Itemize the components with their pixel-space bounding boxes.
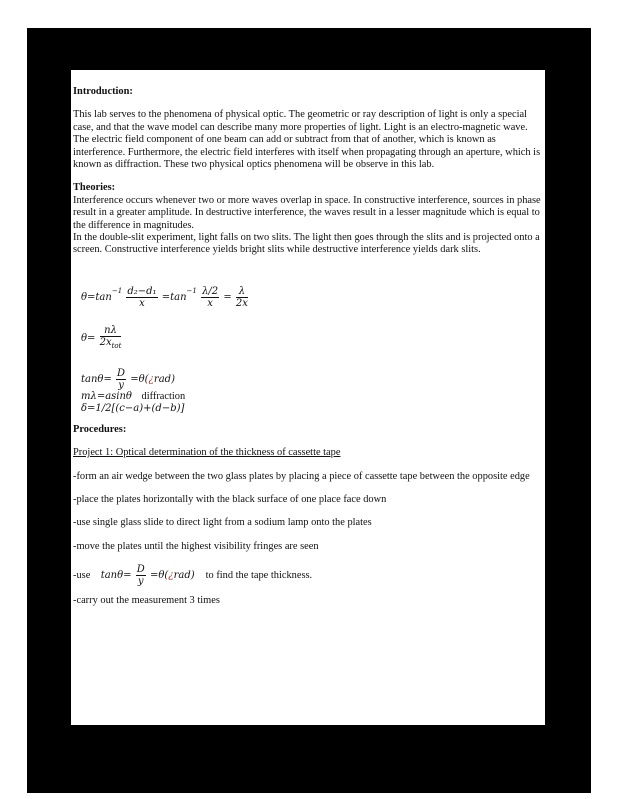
- equation-diffraction: mλ=asinθ diffraction: [81, 390, 186, 402]
- document-page: [71, 70, 545, 725]
- document-content: [73, 86, 543, 608]
- procedure-step: -place the plates horizontally with the black surface of one place face down: [73, 493, 387, 505]
- project-title: Project 1: Optical determination of the thickness of cassette tape: [73, 447, 341, 459]
- equation-angle-n-lambda: θ= $\frac{n\lambda}{2x_{tot}}$: [81, 324, 122, 350]
- procedures-heading: Procedures:: [73, 423, 127, 435]
- inline-equation-tan: tanθ= $\frac{D}{y}$ =θ(¿rad): [100, 564, 195, 588]
- introduction-heading: Introduction:: [73, 86, 133, 97]
- theories-paragraph-2: In the double-slit experiment, light falls on two slits. The light then goes through the slits and is projected onto a screen. Constructive interference yields bright slits while destructive interference yields dark slits.: [73, 232, 540, 256]
- theories-heading: Theories:: [73, 182, 116, 194]
- equation-tan-d-y: tanθ= $\frac{D}{y}$ =θ(¿rad): [81, 367, 175, 391]
- procedure-step: -carry out the measurement 3 times: [73, 595, 220, 607]
- equation-angle-tan: $\theta=\tan^{-1}$ $\frac{\text{d₂−d₁}}{x}$ $=\tan^{-1}$ $\frac{\lambda/2}{x}$ = $\frac{\lambda}{2x}$: [81, 285, 248, 309]
- procedure-step: -move the plates until the highest visibility fringes are seen: [73, 540, 319, 552]
- equation-delta: δ=1/2[(c−a)+(d−b)]: [81, 403, 185, 415]
- theories-paragraph-1: Interference occurs whenever two or more waves overlap in space. In constructive interference, sources in phase result in a greater amplitude. In destructive interference, the waves result in a lesser magnitude which is equal to the difference in magnitudes.: [73, 194, 541, 231]
- introduction-body: This lab serves to the phenomena of physical optic. The geometric or ray description of light is only a special case, and that the wave model can describe many more properties of light. Light is an electro-magnetic wave. The electric field component of one beam can add or subtract from that of another, which is known as interference. Furthermore, the electric field interferes with itself when propagating through an aperture, which is known as diffraction. These two physical optics phenomena will be observe in this lab.: [73, 109, 541, 171]
- procedure-step: -use single glass slide to direct light from a sodium lamp onto the plates: [73, 517, 372, 529]
- procedure-step: -form an air wedge between the two glass plates by placing a piece of cassette tape between the opposite edge: [73, 470, 530, 482]
- procedure-step-use: -use tanθ= $\frac{D}{y}$ =θ(¿rad) to find the tape thickness.: [73, 564, 313, 588]
